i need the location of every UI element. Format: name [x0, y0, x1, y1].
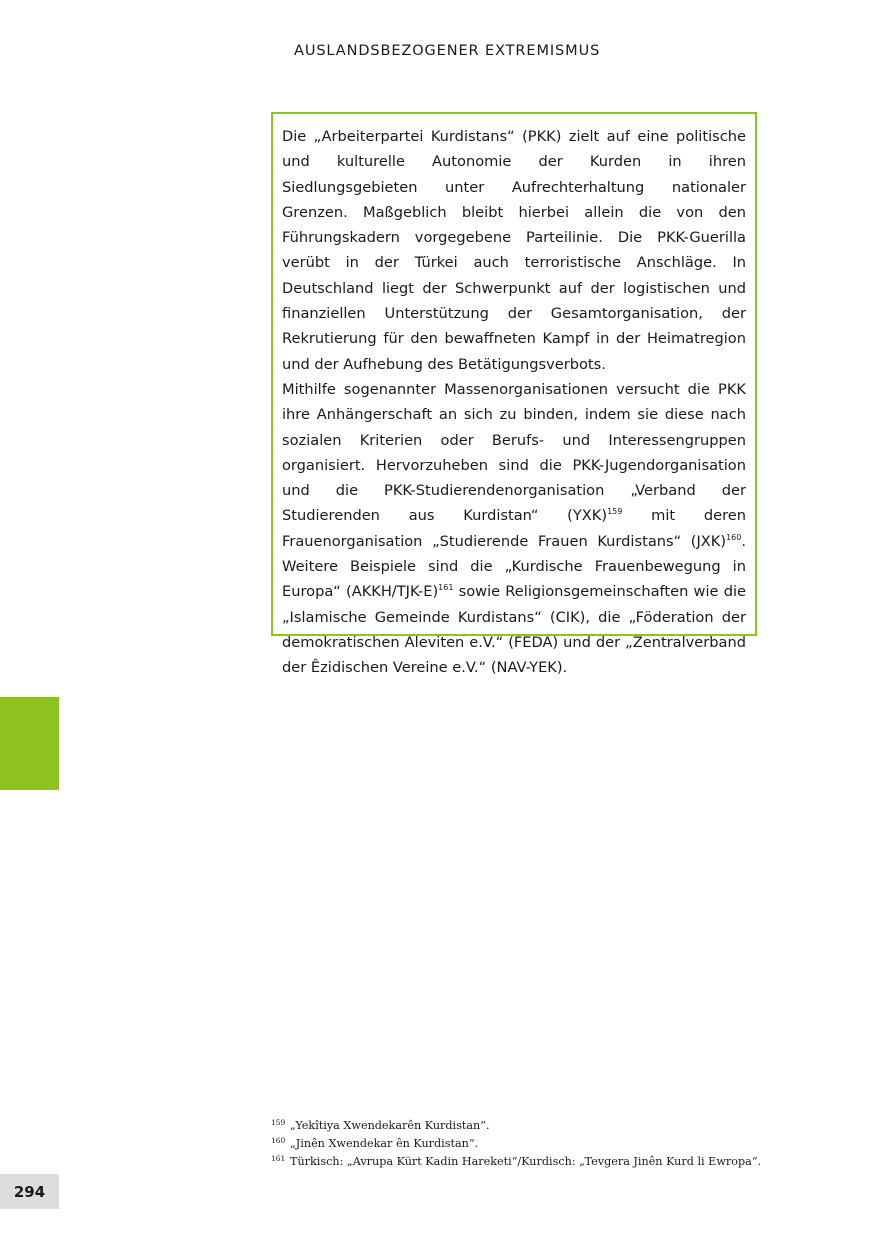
footnote — [271, 1117, 761, 1135]
footnote-text: Türkisch: „Avrupa Kürt Kadin Hareketi“/Kurdisch: „Tevgera Jinên Kurd li Ewropa“. — [290, 1155, 762, 1168]
footnote-number: 161 — [271, 1154, 286, 1163]
footnote-ref-160: 160 — [726, 532, 742, 542]
info-box — [271, 112, 757, 677]
footnote-text: „Jinên Xwendekar ên Kurdistan“. — [290, 1137, 479, 1150]
footnote-number: 160 — [271, 1136, 286, 1145]
info-text-segment: . Weitere Beispiele sind die „Kurdische Frauenbewegung in Europa“ (AKKH/TJK-E) — [282, 532, 746, 601]
info-text-segment: mit deren Frauenorganisation „Studierende Frauen Kurdistans“ (JXK) — [282, 507, 747, 550]
footnote-number: 159 — [271, 1118, 286, 1127]
footnote-ref-161: 161 — [438, 583, 454, 593]
footnote-text: „Yekîtiya Xwendekarên Kurdistan“. — [290, 1119, 490, 1132]
footnote — [271, 1135, 761, 1153]
footnote — [271, 1153, 761, 1171]
info-text-segment: sowie Religionsgemeinschaften wie die „Islamische Gemeinde Kurdistans“ (CIK), die „Föderation der demokratischen Aleviten e.V.“ (FEDA) und der „Zentralverband der Êzidischen Vereine e.V.“ (NAV-YEK). — [282, 583, 746, 677]
chapter-side-tab — [0, 697, 59, 790]
running-header: AUSLANDSBEZOGENER EXTREMISMUS — [294, 43, 601, 59]
info-paragraph-1: Die „Arbeiterpartei Kurdistans“ (PKK) zielt auf eine politische und kulturelle Autonomie der Kurden in ihren Siedlungsgebieten unter Aufrechterhaltung nationaler Grenzen. Maßgeblich bleibt hierbei allein die von den Führungskadern vorgegebene Parteilinie. Die PKK-Guerilla verübt in der Türkei auch terroristische Anschläge. In Deutschland liegt der Schwerpunkt auf der logistischen und finanziellen Unterstützung der Gesamtorganisation, der Rekrutierung für den bewaffneten Kampf in der Heimatregion und der Aufhebung des Betätigungsverbots. — [282, 128, 746, 373]
page-number-label: 294 — [13, 1182, 46, 1201]
info-paragraph-2 — [282, 377, 746, 681]
footnote-ref-159: 159 — [607, 507, 623, 517]
info-text-segment: Mithilfe sogenannter Massenorganisationen versucht die PKK ihre Anhängerschaft an sich zu binden, indem sie diese nach sozialen Kriterien oder Berufs- und Interessengruppen organisiert. Hervorzuheben sind die PKK-Jugendorganisation und die PKK-Studierendenorganisation „Verband der Studierenden aus Kurdistan“ (YXK) — [282, 380, 746, 525]
footnotes — [271, 1117, 761, 1171]
page-number — [0, 1174, 59, 1209]
